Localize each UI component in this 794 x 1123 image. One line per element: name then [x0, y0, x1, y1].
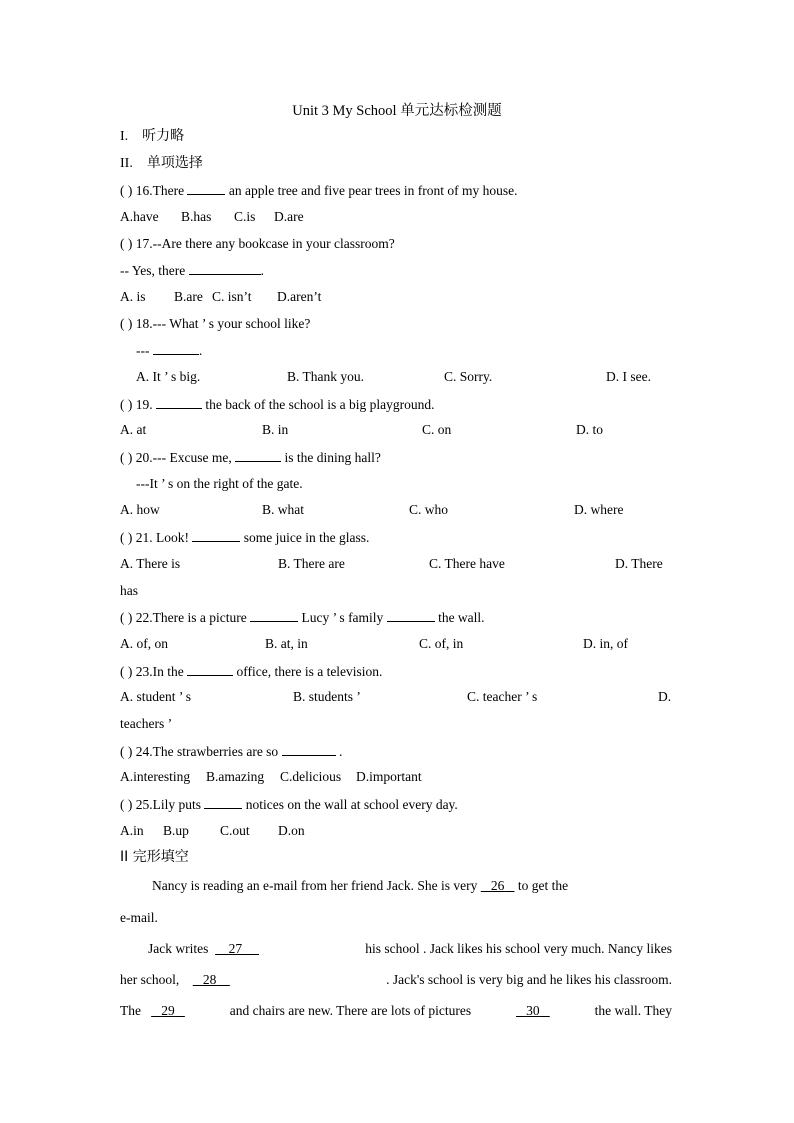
option[interactable]: C. of, in: [419, 636, 464, 651]
option[interactable]: D.: [658, 689, 672, 704]
cloze-blank-30[interactable]: 30: [526, 1003, 540, 1018]
option[interactable]: A.in: [120, 823, 144, 838]
options-18: [120, 368, 672, 386]
option[interactable]: A. It ’ s big.: [136, 369, 201, 384]
options-25: [120, 822, 672, 840]
question-18-reply: --- .: [136, 343, 203, 358]
option[interactable]: A. student ’ s: [120, 689, 191, 704]
options-23: [120, 688, 672, 706]
option[interactable]: D. in, of: [583, 636, 628, 651]
question-20-reply: ---It ’ s on the right of the gate.: [136, 476, 303, 491]
answer-blank[interactable]: [204, 795, 242, 809]
option[interactable]: A. There is: [120, 556, 181, 571]
option[interactable]: A.interesting: [120, 769, 191, 784]
question-21: ( ) 21. Look! some juice in the glass.: [120, 530, 370, 545]
question-17: ( ) 17.--Are there any bookcase in your classroom?: [120, 236, 395, 251]
option[interactable]: B.amazing: [206, 769, 265, 784]
options-21: [120, 555, 672, 573]
answer-blank[interactable]: [250, 608, 298, 622]
answer-blank[interactable]: [235, 448, 281, 462]
option[interactable]: B. There are: [278, 556, 345, 571]
option[interactable]: C. who: [409, 502, 449, 517]
cloze-blank-29[interactable]: 29: [161, 1003, 175, 1018]
option[interactable]: D.are: [274, 209, 304, 224]
option[interactable]: B.are: [174, 289, 203, 304]
question-25: ( ) 25.Lily puts notices on the wall at school every day.: [120, 797, 458, 812]
options-16: [120, 208, 672, 226]
question-24: ( ) 24.The strawberries are so .: [120, 744, 343, 759]
options-17: [120, 288, 672, 306]
question-19: ( ) 19. the back of the school is a big playground.: [120, 397, 435, 412]
option[interactable]: D.aren’t: [277, 289, 322, 304]
cloze-line: The 29 and chairs are new. There are lots of pictures 30 the wall. They: [120, 1003, 672, 1018]
question-20: ( ) 20.--- Excuse me, is the dining hall?: [120, 450, 381, 465]
section-listening: I. 听力略: [120, 128, 185, 144]
cloze-blank-26[interactable]: 26: [490, 878, 505, 893]
option[interactable]: B. students ’: [293, 689, 361, 704]
option[interactable]: B.up: [163, 823, 189, 838]
answer-blank[interactable]: [153, 341, 199, 355]
cloze-line: her school, 28 . Jack's school is very big and he likes his classroom.: [120, 972, 672, 987]
option[interactable]: A. is: [120, 289, 146, 304]
option[interactable]: C. isn’t: [212, 289, 252, 304]
option[interactable]: C. There have: [429, 556, 505, 571]
option[interactable]: B. in: [262, 422, 289, 437]
option[interactable]: C.out: [220, 823, 250, 838]
cloze-line: e-mail.: [120, 910, 158, 925]
option[interactable]: C.delicious: [280, 769, 342, 784]
option[interactable]: A.have: [120, 209, 159, 224]
option[interactable]: C. teacher ’ s: [467, 689, 538, 704]
question-18: ( ) 18.--- What ’ s your school like?: [120, 316, 311, 331]
answer-blank[interactable]: [156, 395, 202, 409]
option[interactable]: A. how: [120, 502, 160, 517]
option[interactable]: B. what: [262, 502, 304, 517]
cloze-blank-28[interactable]: 28: [202, 972, 217, 987]
options-22: [120, 635, 672, 653]
cloze-line: Nancy is reading an e-mail from her friend Jack. She is very 26 to get the: [152, 878, 569, 893]
option[interactable]: A. at: [120, 422, 147, 437]
question-23: ( ) 23.In the office, there is a television.: [120, 664, 383, 679]
options-20: [120, 501, 672, 519]
answer-blank[interactable]: [187, 662, 233, 676]
option-wrap: teachers ’: [120, 716, 173, 731]
options-19: [120, 421, 672, 439]
option[interactable]: B.has: [181, 209, 212, 224]
answer-blank[interactable]: [189, 261, 261, 275]
option[interactable]: D.important: [356, 769, 422, 784]
question-16: ( ) 16.There an apple tree and five pear trees in front of my house.: [120, 183, 518, 198]
option[interactable]: A. of, on: [120, 636, 168, 651]
options-24: [120, 768, 672, 786]
answer-blank[interactable]: [387, 608, 435, 622]
option-wrap: has: [120, 583, 138, 598]
option[interactable]: D.on: [278, 823, 305, 838]
option[interactable]: D. I see.: [606, 369, 651, 384]
cloze-blank-27[interactable]: 27: [228, 941, 243, 956]
answer-blank[interactable]: [187, 181, 225, 195]
option[interactable]: D. to: [576, 422, 603, 437]
answer-blank[interactable]: [282, 742, 336, 756]
question-17-reply: -- Yes, there .: [120, 263, 264, 278]
section-cloze: II 完形填空: [120, 849, 189, 865]
question-22: ( ) 22.There is a picture Lucy ’ s family the wall.: [120, 610, 485, 625]
page-title: Unit 3 My School 单元达标检测题: [292, 103, 502, 119]
answer-blank[interactable]: [192, 528, 240, 542]
option[interactable]: B. at, in: [265, 636, 308, 651]
option[interactable]: D. There: [615, 556, 663, 571]
option[interactable]: C. Sorry.: [444, 369, 493, 384]
option[interactable]: D. where: [574, 502, 624, 517]
option[interactable]: B. Thank you.: [287, 369, 364, 384]
cloze-line: Jack writes 27 his school . Jack likes his school very much. Nancy likes: [148, 941, 672, 956]
section-single-choice: II. 单项选择: [120, 155, 203, 171]
option[interactable]: C.is: [234, 209, 256, 224]
option[interactable]: C. on: [422, 422, 452, 437]
